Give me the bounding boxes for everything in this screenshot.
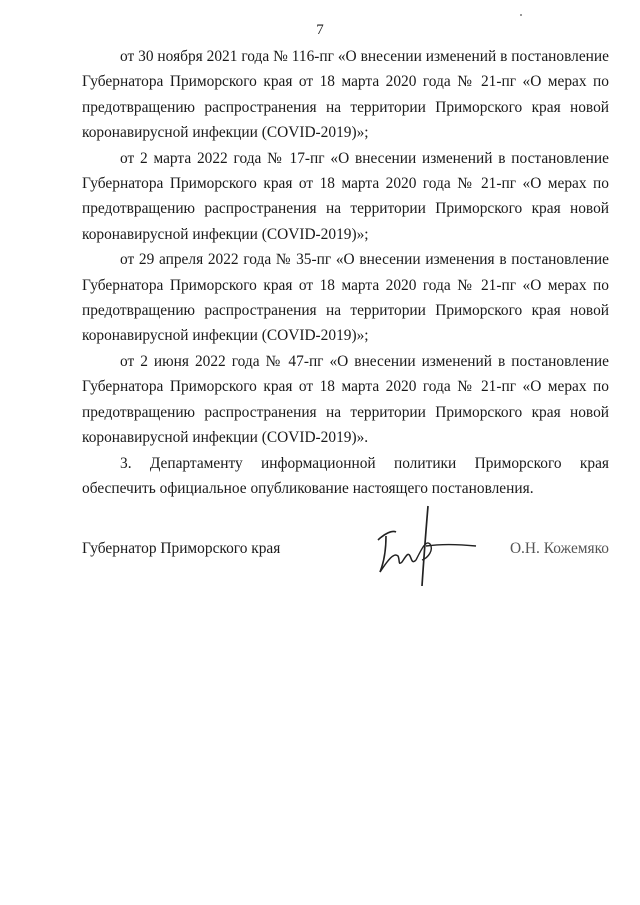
handwritten-signature [370, 500, 480, 590]
signatory-position: Губернатор Приморского края [82, 540, 281, 557]
paragraph-amendment-3: от 29 апреля 2022 года № 35-пг «О внесении изменения в постановление Губернатора Приморского края от 18 марта 2020 года № 21-пг «О мерах по предотвращению распространения на территории Приморского края новой коронавирусной инфекции (COVID-2019)»; [82, 251, 609, 345]
paragraph-amendment-2: от 2 марта 2022 года № 17-пг «О внесении изменений в постановление Губернатора Приморского края от 18 марта 2020 года № 21-пг «О мерах по предотвращению распространения на территории Приморского края новой коронавирусной инфекции (COVID-2019)»; [82, 149, 609, 243]
signatory-name: О.Н. Кожемяко [509, 540, 609, 557]
signature-block [82, 540, 609, 580]
paragraph-amendment-4: от 2 июня 2022 года № 47-пг «О внесении изменений в постановление Губернатора Приморского края от 18 марта 2020 года № 21-пг «О мерах по предотвращению распространения на территории Приморского края новой коронавирусной инфекции (COVID-2019)». [82, 352, 609, 447]
document-body [82, 44, 609, 501]
page-number: 7 [316, 22, 324, 38]
paragraph-amendment-1: от 30 ноября 2021 года № 116-пг «О внесении изменений в постановление Губернатора Приморского края от 18 марта 2020 года № 21-пг «О мерах по предотвращению распространения на территории Приморского края новой коронавирусной инфекции (COVID-2019)»; [82, 48, 609, 142]
scan-speck [520, 14, 522, 16]
paragraph-clause-3: 3. Департаменту информационной политики Приморского края обеспечить официальное опубликование настоящего постановления. [82, 454, 609, 497]
